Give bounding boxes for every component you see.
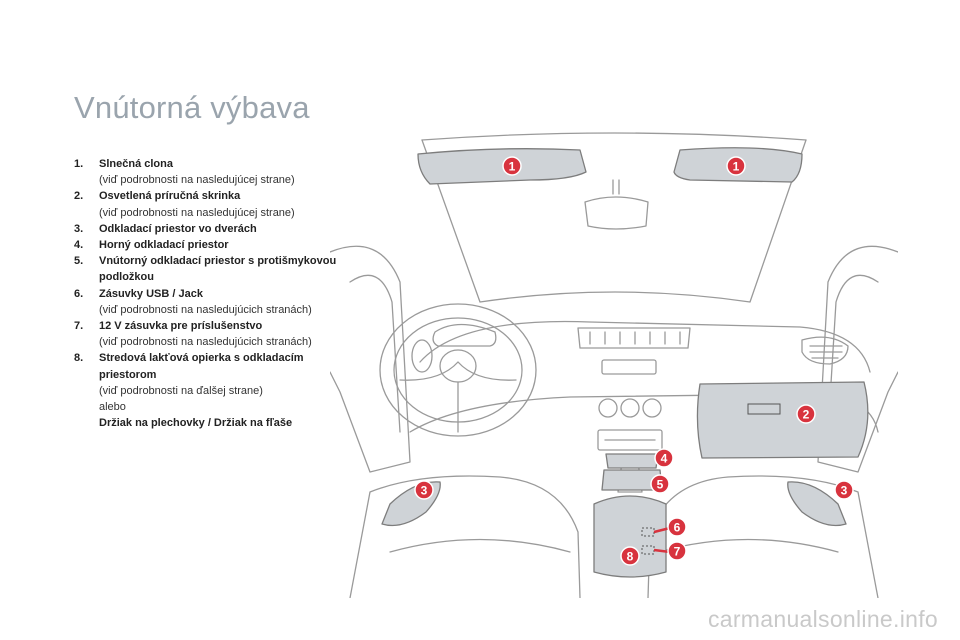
svg-text:1: 1 <box>508 159 516 174</box>
legend-note: (viď podrobnosti na nasledujúcich stranách) <box>99 303 312 316</box>
legend-label: Odkladací priestor vo dverách <box>99 222 257 235</box>
callout-8 <box>621 547 639 565</box>
legend-item-7 <box>74 318 339 350</box>
left-seat <box>350 476 580 598</box>
legend-label: Horný odkladací priestor <box>99 239 229 252</box>
interior-illustration <box>330 132 898 598</box>
legend-number: 8. <box>74 352 84 365</box>
callout-1-left <box>503 157 521 175</box>
legend-number: 6. <box>74 287 84 300</box>
legend-note: (viď podrobnosti na nasledujúcej strane) <box>99 206 295 219</box>
svg-text:3: 3 <box>840 483 848 498</box>
legend-label: Slnečná clona <box>99 158 173 170</box>
legend-item-4 <box>74 237 339 253</box>
callout-4 <box>655 449 673 467</box>
legend-number: 5. <box>74 255 84 268</box>
svg-text:6: 6 <box>673 520 681 535</box>
legend-label: Osvetlená príručná skrinka <box>99 190 241 203</box>
svg-text:8: 8 <box>626 549 634 564</box>
climate-knob-left <box>599 399 617 417</box>
watermark: carmanualsonline.info <box>707 606 938 632</box>
legend-number: 2. <box>74 190 84 203</box>
legend-item-8 <box>74 350 339 431</box>
legend-label: Zásuvky USB / Jack <box>99 287 203 300</box>
climate-knob-right <box>643 399 661 417</box>
sun-visor-left <box>418 149 586 184</box>
callout-3-right <box>835 481 853 499</box>
legend-alt-label: Držiak na plechovky / Držiak na fľaše <box>99 417 293 430</box>
svg-text:2: 2 <box>802 407 810 422</box>
center-display <box>602 360 656 374</box>
legend-label: Vnútorný odkladací priestor s protišmykovou podložkou <box>99 255 337 284</box>
legend-item-5 <box>74 253 339 285</box>
climate-knob-center <box>621 399 639 417</box>
rearview-mirror <box>585 197 648 229</box>
left-door-inner <box>350 275 400 432</box>
legend-note: (viď podrobnosti na nasledujúcej strane) <box>99 174 295 187</box>
steering-hub <box>440 350 476 382</box>
legend-item-3 <box>74 221 339 237</box>
svg-text:3: 3 <box>420 483 428 498</box>
svg-text:5: 5 <box>656 477 664 492</box>
steering-wheel-spokes <box>400 362 516 432</box>
callout-3-left <box>415 481 433 499</box>
callout-5 <box>651 475 669 493</box>
upper-storage-tray <box>606 454 658 468</box>
legend-note: (viď podrobnosti na ďalšej strane) <box>99 384 263 397</box>
legend-connector: alebo <box>99 401 126 414</box>
legend-label: Stredová lakťová opierka s odkladacím priestorom <box>99 352 304 381</box>
callout-6 <box>668 518 686 536</box>
legend-item-2 <box>74 188 339 220</box>
legend-note: (viď podrobnosti na nasledujúcich stranách) <box>99 336 312 349</box>
left-seat-cushion <box>390 540 570 553</box>
left-air-vent <box>412 340 432 372</box>
callout-1-right <box>727 157 745 175</box>
callout-2 <box>797 405 815 423</box>
glovebox <box>697 382 867 458</box>
page-title: Vnútorná výbava <box>74 90 310 125</box>
legend-label: 12 V zásuvka pre príslušenstvo <box>99 320 263 333</box>
legend-number: 1. <box>74 158 84 170</box>
roof-line <box>422 133 806 140</box>
legend-number: 4. <box>74 239 84 252</box>
left-door-frame <box>330 246 410 472</box>
svg-text:4: 4 <box>660 451 668 466</box>
svg-text:7: 7 <box>673 544 681 559</box>
legend-list <box>74 156 339 431</box>
callout-7 <box>668 542 686 560</box>
legend-number: 3. <box>74 222 84 235</box>
legend-item-1 <box>74 156 339 188</box>
legend-item-6 <box>74 286 339 318</box>
mirror-mount <box>613 180 619 194</box>
center-vents <box>578 328 690 348</box>
svg-text:1: 1 <box>732 159 740 174</box>
legend-number: 7. <box>74 320 84 333</box>
